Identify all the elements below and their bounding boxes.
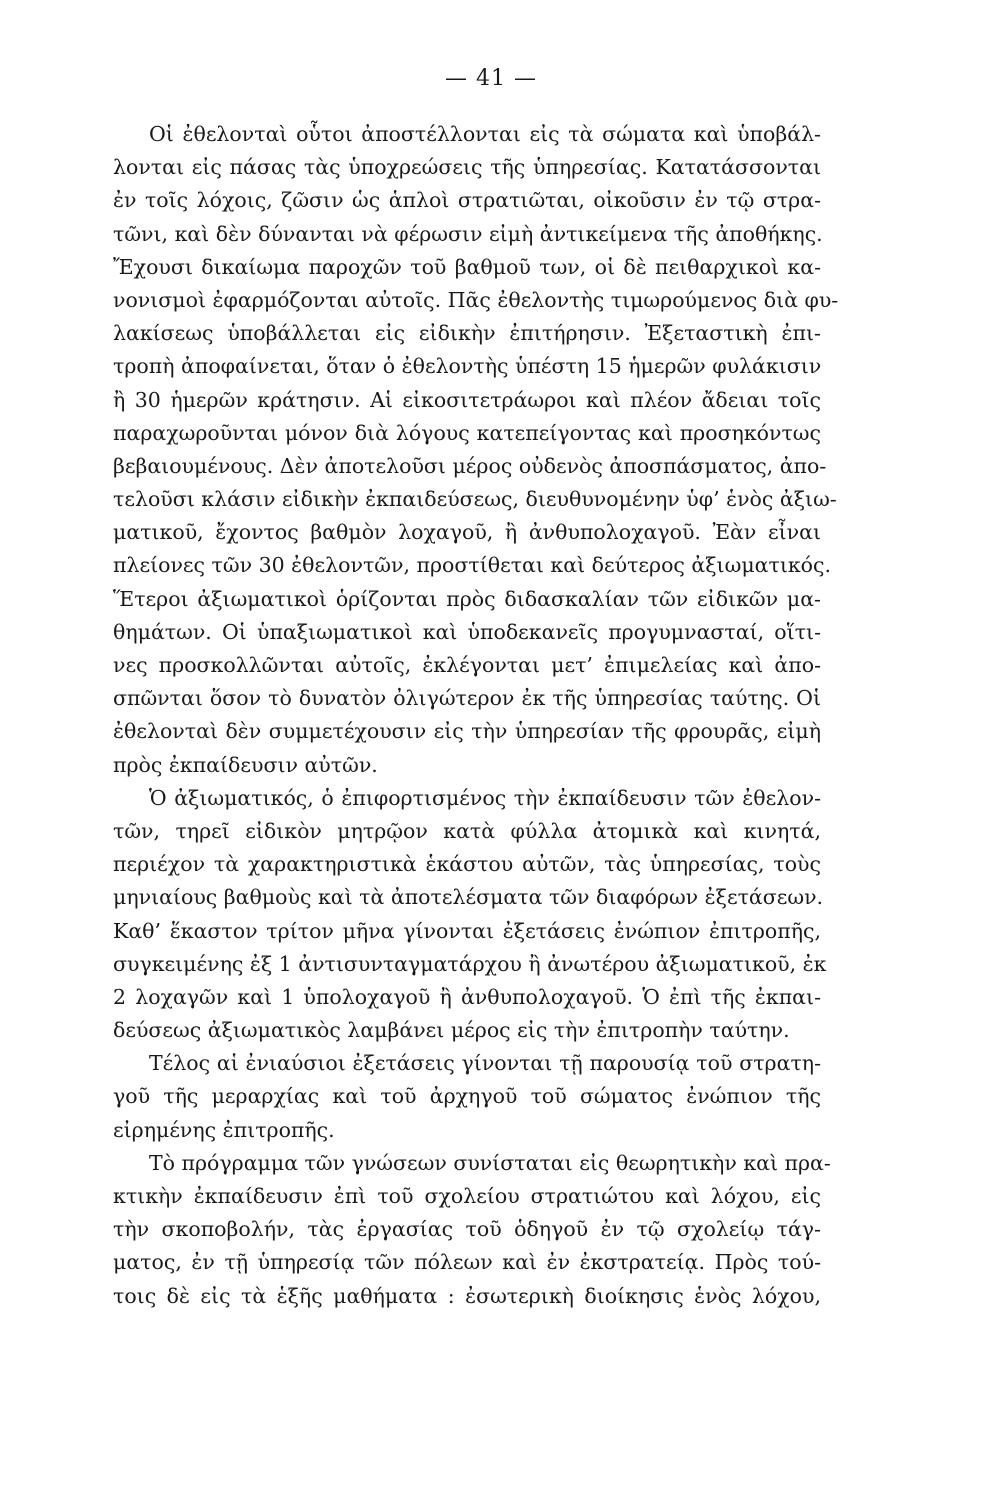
text-line: 2 λοχαγῶν καὶ 1 ὑπολοχαγοῦ ἢ ἀνθυπολοχαγοῦ. Ὁ ἐπὶ τῆς ἐκπαι- xyxy=(113,984,821,1009)
text-line: εἰρημένης ἐπιτροπῆς. xyxy=(113,1117,335,1142)
text-line: τῶνι, καὶ δὲν δύνανται νὰ φέρωσιν εἰμὴ ἀντικείμενα τῆς ἀποθήκης. xyxy=(113,221,823,246)
text-line: ἢ 30 ἡμερῶν κράτησιν. Αἱ εἰκοσιτετράωροι καὶ πλέον ἄδειαι τοῖς xyxy=(113,387,821,412)
text-line: τὴν σκοποβολήν, τὰς ἐργασίας τοῦ ὁδηγοῦ ἐν τῷ σχολείῳ τάγ- xyxy=(113,1217,821,1242)
text-line: Ἕτεροι ἀξιωματικοὶ ὁρίζονται πρὸς διδασκαλίαν τῶν εἰδικῶν μα- xyxy=(113,586,821,611)
text-line: βεβαιουμένους. Δὲν ἀποτελοῦσι μέρος οὐδενὸς ἀποσπάσματος, ἀπο- xyxy=(113,453,827,478)
text-line: τροπὴ ἀποφαίνεται, ὅταν ὁ ἐθελοντὴς ὑπέστη 15 ἡμερῶν φυλάκισιν xyxy=(113,354,822,379)
text-line: ματος, ἐν τῇ ὑπηρεσίᾳ τῶν πόλεων καὶ ἐν ἐκστρατείᾳ. Πρὸς τού- xyxy=(113,1250,821,1275)
text-line: ἐθελονταὶ δὲν συμμετέχουσιν εἰς τὴν ὑπηρεσίαν τῆς φρουρᾶς, εἰμὴ xyxy=(113,719,821,744)
text-line: τοις δὲ εἰς τὰ ἑξῆς μαθήματα : ἐσωτερικὴ διοίκησις ἑνὸς λόχου, xyxy=(113,1283,821,1308)
text-line: Ὁ ἀξιωματικός, ὁ ἐπιφορτισμένος τὴν ἐκπαίδευσιν τῶν ἐθελον- xyxy=(149,785,821,810)
text-line: σπῶνται ὅσον τὸ δυνατὸν ὀλιγώτερον ἐκ τῆς ὑπηρεσίας ταύτης. Οἱ xyxy=(113,686,821,711)
text-line: Καθ’ ἕκαστον τρίτον μῆνα γίνονται ἐξετάσεις ἐνώπιον ἐπιτροπῆς, xyxy=(113,918,821,943)
text-line: κτικὴν ἐκπαίδευσιν ἐπὶ τοῦ σχολείου στρατιώτου καὶ λόχου, εἰς xyxy=(113,1184,821,1208)
text-line: συγκειμένης ἐξ 1 ἀντισυνταγματάρχου ἢ ἀνωτέρου ἀξιωματικοῦ, ἐκ xyxy=(113,951,827,976)
text-line: περιέχον τὰ χαρακτηριστικὰ ἑκάστου αὐτῶν, τὰς ὑπηρεσίας, τοὺς xyxy=(113,852,821,877)
text-line: δεύσεως ἀξιωματικὸς λαμβάνει μέρος εἰς τὴν ἐπιτροπὴν ταύτην. xyxy=(113,1018,790,1043)
text-line: νονισμοὶ ἐφαρμόζονται αὐτοῖς. Πᾶς ἐθελοντὴς τιμωρούμενος διὰ φυ- xyxy=(113,287,839,312)
body-text xyxy=(113,118,839,1313)
text-line: νες προσκολλῶνται αὐτοῖς, ἐκλέγονται μετ’ ἐπιμελείας καὶ ἀπο- xyxy=(113,653,821,677)
text-line: Οἱ ἐθελονταὶ οὗτοι ἀποστέλλονται εἰς τὰ σώματα καὶ ὑποβάλ- xyxy=(149,122,821,146)
text-line: ἐν τοῖς λόχοις, ζῶσιν ὡς ἁπλοὶ στρατιῶται, οἰκοῦσιν ἐν τῷ στρα- xyxy=(113,188,821,213)
text-line: μηνιαίους βαθμοὺς καὶ τὰ ἀποτελέσματα τῶν διαφόρων ἐξετάσεων. xyxy=(113,885,824,910)
text-line: γοῦ τῆς μεραρχίας καὶ τοῦ ἀρχηγοῦ τοῦ σώματος ἐνώπιον τῆς xyxy=(113,1084,821,1109)
text-line: πρὸς ἐκπαίδευσιν αὐτῶν. xyxy=(113,752,378,777)
text-line: Ἔχουσι δικαίωμα παροχῶν τοῦ βαθμοῦ των, οἱ δὲ πειθαρχικοὶ κα- xyxy=(113,254,821,279)
text-line: τῶν, τηρεῖ εἰδικὸν μητρῷον κατὰ φύλλα ἀτομικὰ καὶ κινητά, xyxy=(113,818,821,843)
text-line: ματικοῦ, ἔχοντος βαθμὸν λοχαγοῦ, ἢ ἀνθυπολοχαγοῦ. Ἐὰν εἶναι xyxy=(113,520,821,545)
text-line: λακίσεως ὑποβάλλεται εἰς εἰδικὴν ἐπιτήρησιν. Ἐξεταστικὴ ἐπι- xyxy=(113,321,821,346)
text-line: Τέλος αἱ ἐνιαύσιοι ἐξετάσεις γίνονται τῇ παρουσίᾳ τοῦ στρατη- xyxy=(149,1051,821,1076)
text-line: θημάτων. Οἱ ὑπαξιωματικοὶ καὶ ὑποδεκανεῖς προγυμνασταί, οἵτι- xyxy=(113,619,821,644)
page-number: — 41 — xyxy=(445,66,537,91)
text-line: πλείονες τῶν 30 ἐθελοντῶν, προστίθεται καὶ δεύτερος ἀξιωματικός. xyxy=(113,553,832,578)
text-line: τελοῦσι κλάσιν εἰδικὴν ἐκπαιδεύσεως, διευθυνομένην ὑφ’ ἑνὸς ἀξιω- xyxy=(113,487,837,512)
text-line: Τὸ πρόγραμμα τῶν γνώσεων συνίσταται εἰς θεωρητικὴν καὶ πρα- xyxy=(149,1150,831,1175)
text-line: παραχωροῦνται μόνον διὰ λόγους κατεπείγοντας καὶ προσηκόντως xyxy=(113,420,821,445)
text-line: λονται εἰς πάσας τὰς ὑποχρεώσεις τῆς ὑπηρεσίας. Κατατάσσονται xyxy=(113,155,821,180)
